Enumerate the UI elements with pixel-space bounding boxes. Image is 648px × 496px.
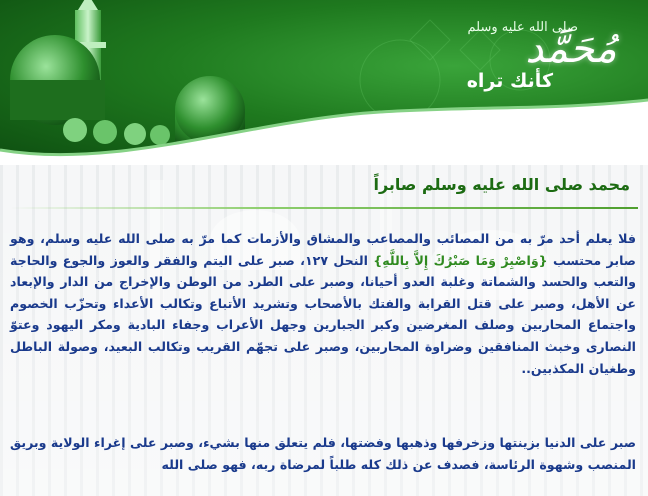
site-tagline: كأنك تراه xyxy=(466,70,553,92)
header-banner xyxy=(0,0,648,165)
heading-divider xyxy=(10,207,638,209)
article-content xyxy=(0,165,648,496)
article-paragraph-1 xyxy=(10,228,636,379)
article-paragraph-2: صبر على الدنيا بزينتها وزخرفها وذهبها وفضتها، فلم يتعلق منها بشيء، وصبر على إغراء الولاية وبريق المنصب وشهوة الرئاسة، فصدف عن ذلك كله طلباً لمرضاة ربه، فهو صلى الله xyxy=(10,435,636,472)
logo-calligraphy: مُحَمَّد xyxy=(525,26,617,72)
paragraph-text: فلا يعلم أحد مرّ به من المصائب والمصاعب والمشاق والأزمات كما مرّ به صلى الله عليه وسلم، وهو صابر محتسب xyxy=(10,231,636,268)
quran-verse: {وَاصْبِرْ وَمَا صَبْرُكَ إِلاَّ بِاللَّهِ} xyxy=(373,252,548,268)
logo-salutation: صلى الله عليه وسلم xyxy=(467,20,578,35)
article-heading: محمد صلى الله عليه وسلم صابراً xyxy=(373,175,630,194)
paragraph-text: النحل ١٢٧، صبر على اليتم والفقر والعوز والجوع والحاجة والتعب والحسد والشماتة وغلبة العدو أحيانا، وصبر على الطرد من الوطن والإخراج من الدار والإبعاد عن الأهل، وصبر على قتل القرابة والفتك بالأصحاب وتشريد الأتباع وتكالب الأعداء وتحزّب الخصوم واجتماع المحاربين وصلف المغرضين وكبر الجبارين وجهل الأعراب وجفاء البادية ومكر اليهود وعتوّ النصارى وخبث المنافقين وضراوة المحاربين، وصبر على تجهّم القريب وتكالب البعيد، وصولة الباطل وطغيان المكذبين.. xyxy=(10,252,636,376)
